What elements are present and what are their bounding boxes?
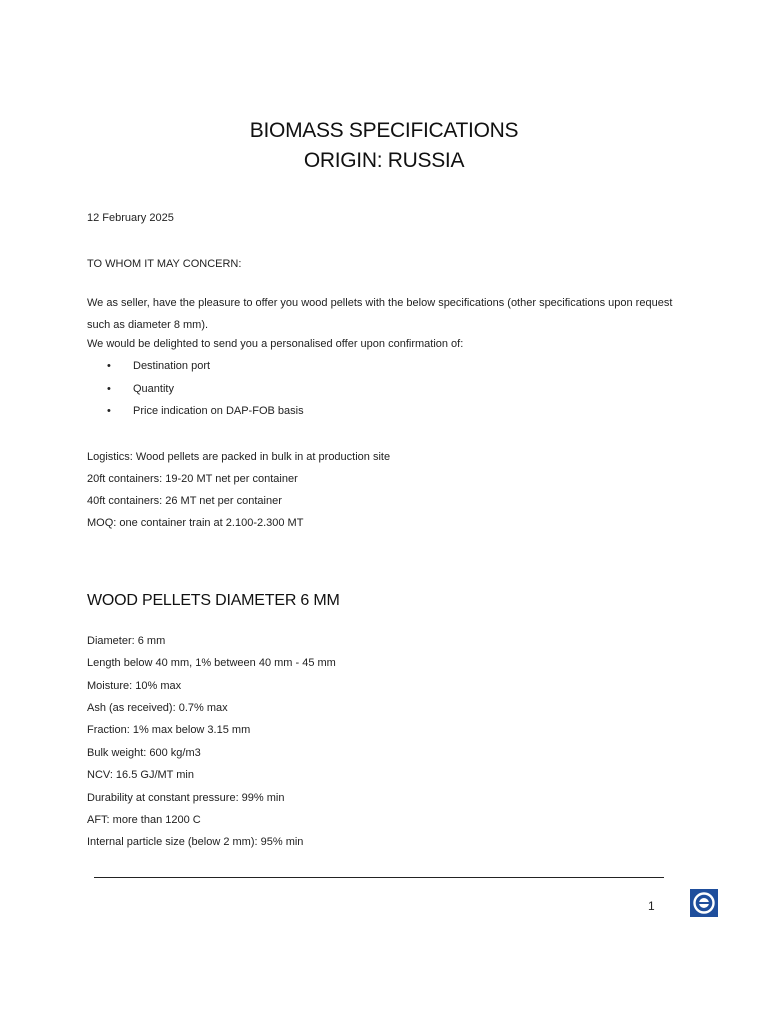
- bullet-glyph: •: [107, 383, 111, 395]
- document-subtitle-origin: ORIGIN: RUSSIA: [303, 149, 465, 172]
- footer-divider: [94, 877, 664, 878]
- logistics-line: Logistics: Wood pellets are packed in bulk in at production site: [87, 451, 391, 463]
- intro-personalised-paragraph: We would be delighted to send you a personalised offer upon confirmation of:: [87, 338, 464, 350]
- spec-line: Internal particle size (below 2 mm): 95% min: [87, 836, 304, 848]
- spec-line: NCV: 16.5 GJ/MT min: [87, 769, 194, 781]
- intro-offer-paragraph: We as seller, have the pleasure to offer you wood pellets with the below specifications (other specifications upon request such as diameter 8 mm).: [87, 297, 673, 331]
- spec-line: Diameter: 6 mm: [87, 635, 166, 647]
- spec-line: Ash (as received): 0.7% max: [87, 702, 228, 714]
- letter-date: 12 February 2025: [87, 212, 174, 224]
- company-logo-icon: [690, 889, 718, 917]
- spec-line: Durability at constant pressure: 99% min: [87, 792, 285, 804]
- spec-line: Moisture: 10% max: [87, 680, 182, 692]
- bullet-glyph: •: [107, 405, 111, 417]
- salutation: TO WHOM IT MAY CONCERN:: [87, 258, 242, 270]
- document-title: BIOMASS SPECIFICATIONS: [249, 119, 519, 142]
- spec-line: Bulk weight: 600 kg/m3: [87, 747, 201, 759]
- spec-line: Length below 40 mm, 1% between 40 mm - 45 mm: [87, 657, 336, 669]
- section-heading: WOOD PELLETS DIAMETER 6 MM: [87, 592, 340, 609]
- spec-line: AFT: more than 1200 C: [87, 814, 201, 826]
- bullet-glyph: •: [107, 360, 111, 372]
- list-item: Destination port: [133, 360, 211, 372]
- list-item: Price indication on DAP-FOB basis: [133, 405, 304, 417]
- logistics-line: 20ft containers: 19-20 MT net per container: [87, 473, 298, 485]
- logistics-line: 40ft containers: 26 MT net per container: [87, 495, 282, 507]
- list-item: Quantity: [133, 383, 174, 395]
- logistics-line: MOQ: one container train at 2.100-2.300 MT: [87, 517, 304, 529]
- spec-line: Fraction: 1% max below 3.15 mm: [87, 724, 251, 736]
- page-number: 1: [648, 899, 655, 913]
